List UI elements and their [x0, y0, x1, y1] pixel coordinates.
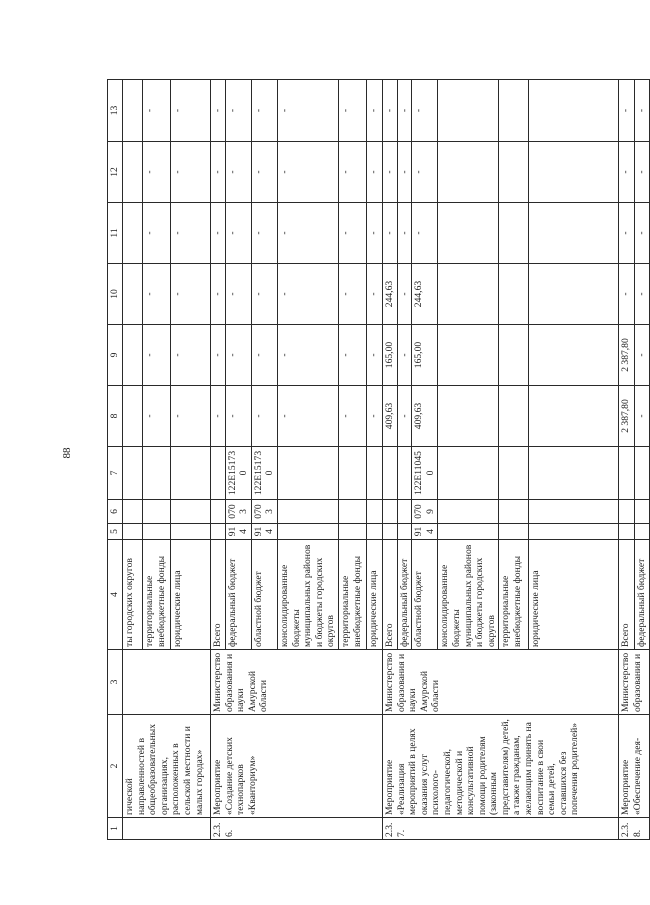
amount-cell [529, 142, 619, 203]
amount-cell: - [277, 203, 338, 264]
amount-cell [499, 80, 529, 142]
table-row [619, 80, 635, 840]
activity-name: Мероприятие «Создание детских технопарков «Кванториум» [211, 715, 383, 818]
amount-cell: - [366, 142, 382, 203]
grbs-code [438, 524, 499, 540]
amount-cell: - [277, 142, 338, 203]
funding-source: Всего [211, 540, 226, 650]
amount-cell: - [251, 325, 277, 386]
grbs-code [619, 524, 635, 540]
section-code: 0703 [225, 500, 251, 524]
amount-cell [438, 325, 499, 386]
column-number: 7 [108, 447, 123, 500]
amount-cell [529, 325, 619, 386]
amount-cell: - [635, 80, 650, 142]
amount-cell: - [619, 80, 635, 142]
activity-name: Мероприятие «Обеспечение дея- [619, 715, 650, 818]
grbs-code: 914 [251, 524, 277, 540]
funding-source: юридические лица [529, 540, 619, 650]
target-code [382, 447, 397, 500]
table-row [382, 80, 397, 840]
funding-source: юридические лица [366, 540, 382, 650]
target-code: 122E151730 [251, 447, 277, 500]
amount-cell: - [225, 80, 251, 142]
target-code [499, 447, 529, 500]
amount-cell: - [635, 325, 650, 386]
row-number: 2.3.7. [382, 818, 618, 840]
amount-cell: - [171, 203, 211, 264]
grbs-code [529, 524, 619, 540]
section-code [397, 500, 412, 524]
column-number: 9 [108, 325, 123, 386]
amount-cell: - [635, 264, 650, 325]
executor: Министерство образования и науки Амурской области [211, 650, 383, 715]
rotated-page [107, 80, 648, 840]
amount-cell [499, 264, 529, 325]
target-code [397, 447, 412, 500]
amount-cell [123, 264, 143, 325]
amount-cell [529, 203, 619, 264]
amount-cell: - [225, 203, 251, 264]
grbs-code [123, 524, 143, 540]
column-number: 8 [108, 386, 123, 447]
grbs-code: 914 [412, 524, 438, 540]
column-number: 3 [108, 650, 123, 715]
amount-cell: - [143, 203, 171, 264]
amount-cell [438, 386, 499, 447]
section-code [211, 500, 226, 524]
amount-cell: - [143, 142, 171, 203]
amount-cell: - [382, 80, 397, 142]
amount-cell: - [635, 386, 650, 447]
amount-cell: 244,63 [412, 264, 438, 325]
amount-cell: - [211, 80, 226, 142]
target-code [171, 447, 211, 500]
funding-source: областной бюджет [412, 540, 438, 650]
executor [123, 650, 211, 715]
column-number: 10 [108, 264, 123, 325]
column-number-row [108, 80, 123, 840]
funding-source: Всего [619, 540, 635, 650]
grbs-code [211, 524, 226, 540]
grbs-code [366, 524, 382, 540]
amount-cell: - [338, 264, 366, 325]
amount-cell: - [619, 142, 635, 203]
funding-source: федеральный бюджет [635, 540, 650, 650]
row-number: 2.3.8. [619, 818, 650, 840]
amount-cell: - [277, 325, 338, 386]
target-code [529, 447, 619, 500]
amount-cell [123, 203, 143, 264]
section-code [438, 500, 499, 524]
amount-cell [499, 142, 529, 203]
section-code [123, 500, 143, 524]
amount-cell [438, 142, 499, 203]
amount-cell: - [211, 386, 226, 447]
amount-cell: - [366, 386, 382, 447]
activity-name: гической направленностей в общеобразовательных организациях, расположенных в сельской местности и малых городах» [123, 715, 211, 818]
activity-name: Мероприятие «Реализация мероприятий в целях оказания услуг психолого-педагогической, методической и консультативной помощи родителям (законным представителям) детей, а также гражданам, желающим принять на воспитание в свои семьи детей, оставшихся без попечения родителей» [382, 715, 618, 818]
column-number: 13 [108, 80, 123, 142]
amount-cell: - [171, 325, 211, 386]
amount-cell [438, 264, 499, 325]
amount-cell: - [338, 203, 366, 264]
page-number: 88 [61, 447, 73, 459]
funding-source: консолидированные бюджеты муниципальных районов и бюджеты городских округов [438, 540, 499, 650]
column-number: 11 [108, 203, 123, 264]
amount-cell: 165,00 [382, 325, 397, 386]
amount-cell [529, 386, 619, 447]
amount-cell [529, 264, 619, 325]
section-code: 0709 [412, 500, 438, 524]
amount-cell: - [171, 80, 211, 142]
target-code [635, 447, 650, 500]
grbs-code [277, 524, 338, 540]
amount-cell: - [382, 142, 397, 203]
target-code [366, 447, 382, 500]
amount-cell [529, 80, 619, 142]
funding-source: консолидированные бюджеты муниципальных районов и бюджеты городских округов [277, 540, 338, 650]
funding-source: юридические лица [171, 540, 211, 650]
row-number: 2.3.6. [211, 818, 383, 840]
amount-cell: - [619, 264, 635, 325]
amount-cell: - [412, 142, 438, 203]
funding-source: ты городских округов [123, 540, 143, 650]
target-code [438, 447, 499, 500]
amount-cell: - [412, 203, 438, 264]
table-row [123, 80, 143, 840]
target-code: 122E151730 [225, 447, 251, 500]
section-code [529, 500, 619, 524]
amount-cell: - [397, 142, 412, 203]
amount-cell: - [397, 203, 412, 264]
row-number [123, 818, 211, 840]
amount-cell: - [251, 203, 277, 264]
amount-cell [123, 325, 143, 386]
grbs-code [382, 524, 397, 540]
amount-cell: - [397, 325, 412, 386]
amount-cell: - [635, 142, 650, 203]
section-code [277, 500, 338, 524]
amount-cell: - [143, 80, 171, 142]
amount-cell: - [251, 80, 277, 142]
amount-cell: - [211, 325, 226, 386]
amount-cell [438, 203, 499, 264]
column-number: 4 [108, 540, 123, 650]
funding-source: территориальные внебюджетные фонды [499, 540, 529, 650]
amount-cell: - [171, 386, 211, 447]
amount-cell: - [251, 264, 277, 325]
section-code [382, 500, 397, 524]
section-code [366, 500, 382, 524]
grbs-code [635, 524, 650, 540]
amount-cell: - [211, 203, 226, 264]
target-code [277, 447, 338, 500]
amount-cell: - [338, 325, 366, 386]
section-code [171, 500, 211, 524]
funding-source: федеральный бюджет [397, 540, 412, 650]
amount-cell: - [251, 142, 277, 203]
amount-cell: - [338, 386, 366, 447]
amount-cell [123, 80, 143, 142]
column-number: 6 [108, 500, 123, 524]
amount-cell [438, 80, 499, 142]
target-code [123, 447, 143, 500]
section-code: 0703 [251, 500, 277, 524]
target-code [619, 447, 635, 500]
section-code [499, 500, 529, 524]
funding-source: областной бюджет [251, 540, 277, 650]
amount-cell: - [635, 203, 650, 264]
funding-source: территориальные внебюджетные фонды [338, 540, 366, 650]
amount-cell: - [225, 386, 251, 447]
amount-cell: - [225, 264, 251, 325]
target-code: 122E110450 [412, 447, 438, 500]
amount-cell: 2 387,80 [619, 325, 635, 386]
amount-cell: 244,63 [382, 264, 397, 325]
amount-cell: - [225, 325, 251, 386]
grbs-code [338, 524, 366, 540]
grbs-code [397, 524, 412, 540]
executor: Министерство образования и [619, 650, 650, 715]
amount-cell: - [277, 264, 338, 325]
column-number: 12 [108, 142, 123, 203]
amount-cell [499, 203, 529, 264]
amount-cell: - [366, 325, 382, 386]
section-code [619, 500, 635, 524]
amount-cell: - [277, 386, 338, 447]
column-number: 1 [108, 818, 123, 840]
amount-cell [123, 142, 143, 203]
amount-cell: - [211, 264, 226, 325]
amount-cell: 165,00 [412, 325, 438, 386]
amount-cell: - [143, 264, 171, 325]
budget-table [107, 79, 650, 840]
section-code [338, 500, 366, 524]
amount-cell: - [171, 264, 211, 325]
section-code [143, 500, 171, 524]
amount-cell: - [171, 142, 211, 203]
amount-cell [499, 325, 529, 386]
amount-cell: - [397, 80, 412, 142]
amount-cell: - [619, 203, 635, 264]
column-number: 2 [108, 715, 123, 818]
amount-cell: 409,63 [412, 386, 438, 447]
amount-cell: - [412, 80, 438, 142]
grbs-code [171, 524, 211, 540]
amount-cell: - [143, 386, 171, 447]
amount-cell: - [143, 325, 171, 386]
grbs-code [143, 524, 171, 540]
target-code [338, 447, 366, 500]
amount-cell: - [277, 80, 338, 142]
amount-cell: - [366, 80, 382, 142]
amount-cell: 409,63 [382, 386, 397, 447]
amount-cell: - [338, 80, 366, 142]
amount-cell: - [382, 203, 397, 264]
amount-cell [123, 386, 143, 447]
executor: Министерство образования и науки Амурской области [382, 650, 618, 715]
amount-cell: 2 387,80 [619, 386, 635, 447]
grbs-code: 914 [225, 524, 251, 540]
amount-cell: - [211, 142, 226, 203]
amount-cell [499, 386, 529, 447]
amount-cell: - [251, 386, 277, 447]
grbs-code [499, 524, 529, 540]
amount-cell: - [366, 203, 382, 264]
funding-source: федеральный бюджет [225, 540, 251, 650]
funding-source: территориальные внебюджетные фонды [143, 540, 171, 650]
section-code [635, 500, 650, 524]
column-number: 5 [108, 524, 123, 540]
amount-cell: - [397, 264, 412, 325]
target-code [143, 447, 171, 500]
target-code [211, 447, 226, 500]
table-row [211, 80, 226, 840]
amount-cell: - [225, 142, 251, 203]
amount-cell: - [338, 142, 366, 203]
amount-cell: - [397, 386, 412, 447]
amount-cell: - [366, 264, 382, 325]
funding-source: Всего [382, 540, 397, 650]
